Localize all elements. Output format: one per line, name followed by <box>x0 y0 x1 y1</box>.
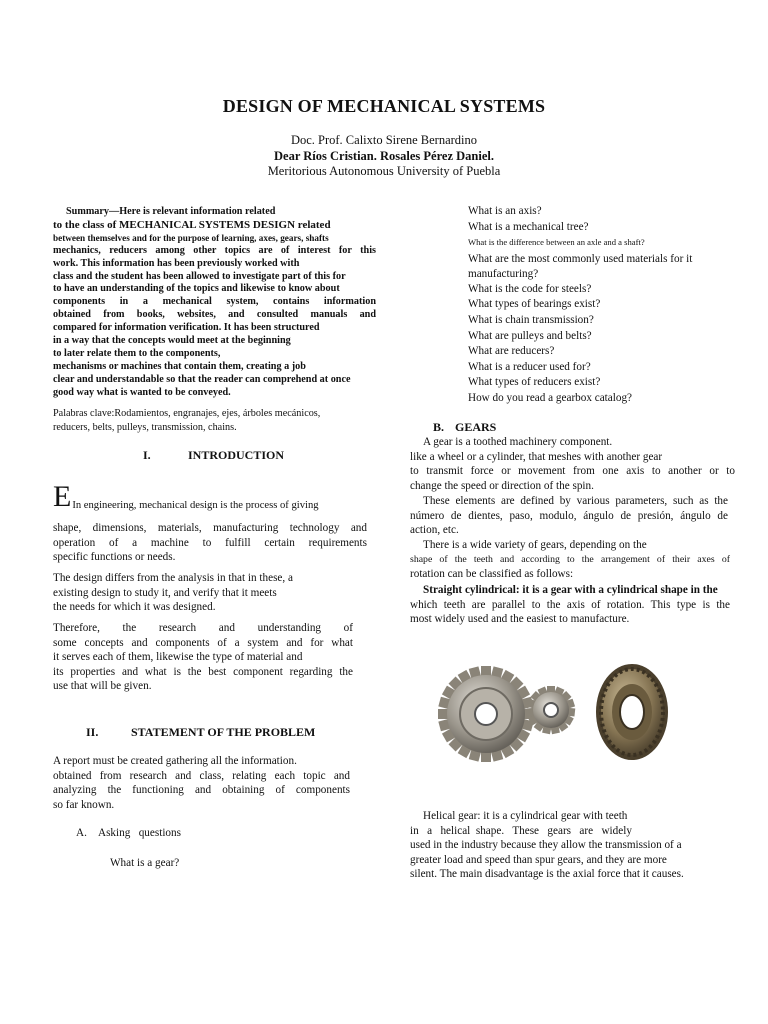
text-line: the needs for which it was designed. <box>53 601 216 614</box>
summary-line: good way what is wanted to be conveyed. <box>53 386 231 398</box>
subsection-number: B. <box>433 420 445 434</box>
gears-paragraph-4 <box>410 583 730 627</box>
question-text: What are the most commonly used materials for it <box>468 253 693 265</box>
bullet-box-icon <box>446 253 468 265</box>
gears-paragraph-1 <box>410 435 735 493</box>
text-line-bold: Straight cylindrical: it is a gear with a cylindrical shape in the <box>423 584 718 596</box>
question-text: What is an axis? <box>468 205 542 217</box>
text-line: A gear is a toothed machinery component. <box>423 436 613 448</box>
paper-title: DESIGN OF MECHANICAL SYSTEMS <box>222 96 546 116</box>
text-line: like a wheel or a cylinder, that meshes with another gear <box>410 450 663 463</box>
subsection-heading-questions: Asking questions <box>98 827 181 839</box>
bullet-box-icon <box>446 205 468 217</box>
text-line: The design differs from the analysis in that in these, a <box>53 572 293 584</box>
text-line: greater load and speed than spur gears, and they are more <box>410 853 667 866</box>
bullet-box-icon <box>446 392 468 404</box>
summary-line: obtained from books, websites, and consulted manuals and <box>53 309 376 321</box>
gears-photo <box>434 660 674 764</box>
summary-line: mechanisms or machines that contain them, creating a job <box>53 360 306 372</box>
summary-line: compared for information verification. It has been structured <box>53 322 320 334</box>
bullet-box-icon <box>88 857 110 869</box>
text-line: silent. The main disadvantage is the axial force that it causes. <box>410 868 684 881</box>
bullet-box-icon <box>446 330 468 342</box>
text-line: it serves each of them, likewise the type of material and <box>53 651 303 664</box>
question-text: What are reducers? <box>468 345 555 357</box>
question-text: What is the code for steels? <box>468 283 592 295</box>
question-text: What is chain transmission? <box>468 314 594 326</box>
question-item <box>446 298 600 310</box>
small-spur-gear <box>527 686 576 734</box>
text-line: most widely used and the easiest to manufacture. <box>410 613 630 626</box>
text-line: Therefore, the research and understanding of <box>53 622 353 634</box>
question-item <box>446 314 594 326</box>
text-line: use that will be given. <box>53 680 152 693</box>
question-text: What is a gear? <box>110 857 180 869</box>
bullet-box-icon <box>446 298 468 310</box>
text-line: change the speed or direction of the spin. <box>410 479 594 492</box>
summary-line: class and the student has been allowed to investigate part of this for <box>53 270 346 282</box>
summary-line: mechanics, reducers among other topics are of interest for this <box>53 244 376 256</box>
bullet-box-icon <box>446 345 468 357</box>
text-line: in a helical shape. These gears are widely <box>410 824 632 837</box>
large-spur-gear <box>438 666 534 762</box>
problem-paragraph <box>53 754 350 812</box>
question-item <box>446 283 591 295</box>
drop-cap: E <box>53 480 72 513</box>
question-text: How do you read a gearbox catalog? <box>468 392 633 404</box>
text-line: so far known. <box>53 798 115 811</box>
text-line: número de dientes, paso, modulo, ángulo de presión, ángulo de <box>410 509 728 522</box>
text-line: specific functions or needs. <box>53 551 176 564</box>
section-number: II. <box>86 725 99 739</box>
summary-line: clear and understandable so that the reader can comprehend at once <box>53 373 351 385</box>
text-line: analyzing the functioning and obtaining of components <box>53 784 350 797</box>
bullet-box-icon <box>446 376 468 388</box>
question-text: What types of reducers exist? <box>468 376 601 388</box>
question-item <box>446 330 592 342</box>
question-item <box>446 237 645 247</box>
section-heading-introduction: INTRODUCTION <box>188 448 285 462</box>
gears-paragraph-2 <box>410 494 728 538</box>
text-line: rotation can be classified as follows: <box>410 568 574 581</box>
bullet-box-icon <box>446 221 468 233</box>
summary-block <box>53 206 376 400</box>
intro-paragraph-3 <box>53 621 353 694</box>
bullet-box-icon <box>446 314 468 326</box>
text-line: Helical gear: it is a cylindrical gear with teeth <box>423 810 628 822</box>
text-line: There is a wide variety of gears, depending on the <box>423 539 647 551</box>
text-line: its properties and what is the best component regarding the <box>53 665 353 678</box>
question-text: What are pulleys and belts? <box>468 330 592 342</box>
question-item <box>446 392 632 404</box>
gears-paragraph-3 <box>410 538 730 582</box>
section-heading-gears: GEARS <box>455 420 497 434</box>
summary-line: to the class of MECHANICAL SYSTEMS DESIGN related <box>53 218 331 231</box>
summary-line: between themselves and for the purpose of learning, axes, gears, shafts <box>53 232 329 243</box>
text-line: These elements are defined by various parameters, such as the <box>423 495 728 507</box>
author-names: Dear Ríos Cristian. Rosales Pérez Daniel. <box>274 149 494 163</box>
question-text: What types of bearings exist? <box>468 298 601 310</box>
question-item <box>446 376 600 388</box>
question-text: What is a reducer used for? <box>468 361 591 373</box>
text-line: to transmit force or movement from one axis to another or to <box>410 465 735 478</box>
summary-line: in a way that the concepts would meet at the beginning <box>53 335 291 347</box>
section-number: I. <box>143 448 151 462</box>
helical-paragraph <box>410 809 732 882</box>
text-line: shape, dimensions, materials, manufacturing technology and <box>53 522 367 534</box>
summary-line: to have an understanding of the topics and likewise to know about <box>53 283 340 295</box>
intro-paragraph-1 <box>53 521 367 565</box>
question-item <box>446 345 554 357</box>
summary-line: work. This information has been previously worked with <box>53 257 300 269</box>
summary-line: components in a mechanical system, contains information <box>53 296 376 308</box>
advisor-name: Doc. Prof. Calixto Sirene Bernardino <box>290 133 478 147</box>
helical-gear <box>596 664 668 760</box>
bullet-box-icon <box>446 361 468 373</box>
text-line: some concepts and components of a system and for what <box>53 636 353 649</box>
text-line: shape of the teeth and according to the arrangement of their axes of <box>410 553 730 565</box>
subsection-number: A. <box>76 827 87 839</box>
intro-first-line <box>53 480 367 513</box>
question-item <box>446 253 692 265</box>
question-text: manufacturing? <box>468 268 539 280</box>
text-line: used in the industry because they allow the transmission of a <box>410 839 682 852</box>
bullet-box-icon <box>446 237 468 247</box>
question-text: What is the difference between an axle and a shaft? <box>468 237 645 247</box>
university: Meritorious Autonomous University of Puebla <box>267 164 501 178</box>
intro-text: In engineering, mechanical design is the process of giving <box>72 500 319 511</box>
text-line: action, etc. <box>410 524 459 537</box>
question-text: What is a mechanical tree? <box>468 221 589 233</box>
summary-line: Summary—Here is relevant information related <box>66 206 276 217</box>
question-item <box>446 205 542 217</box>
section-heading-problem: STATEMENT OF THE PROBLEM <box>131 725 316 739</box>
text-line: existing design to study it, and verify that it meets <box>53 586 277 599</box>
question-item <box>88 857 179 869</box>
text-line: obtained from research and class, relating each topic and <box>53 769 350 782</box>
question-item <box>446 221 589 233</box>
keywords-line: reducers, belts, pulleys, transmission, chains. <box>53 421 237 433</box>
text-line: A report must be created gathering all the information. <box>53 755 297 767</box>
keywords <box>53 407 376 434</box>
keywords-line: Palabras clave:Rodamientos, engranajes, ejes, árboles mecánicos, <box>53 408 321 419</box>
question-item <box>446 361 591 373</box>
bullet-box-icon <box>446 283 468 295</box>
summary-line: to later relate them to the components, <box>53 347 221 359</box>
text-line: which teeth are parallel to the axis of rotation. This type is the <box>410 598 730 611</box>
question-continuation <box>468 268 538 280</box>
intro-paragraph-2 <box>53 571 367 615</box>
text-line: operation of a machine to fulfill certain requirements <box>53 536 367 549</box>
